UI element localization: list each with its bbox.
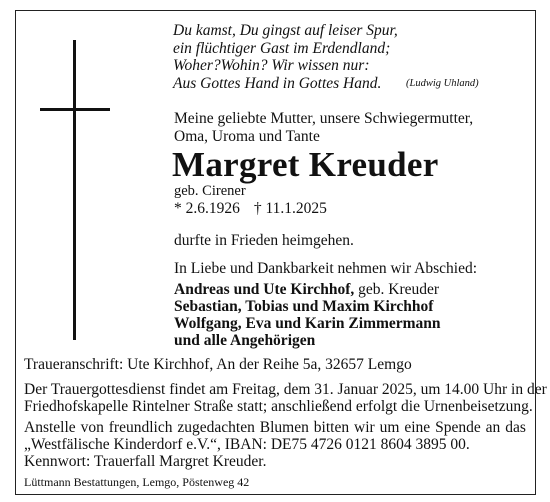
spende-word: von — [80, 419, 104, 436]
birth-star-icon: * — [174, 200, 182, 217]
spende-word: bitten — [313, 419, 350, 436]
gottesdienst-line: Der Trauergottesdienst findet am Freitag, dem 31. Januar 2025, um 14.00 Uhr in der — [24, 381, 547, 398]
spende-word: Spende — [435, 419, 481, 436]
poem-line: Aus Gottes Hand in Gottes Hand. — [173, 74, 382, 92]
spende-word: freundlich — [108, 419, 173, 436]
spende-word: wir — [354, 419, 375, 436]
poem — [173, 22, 398, 92]
intro-line: Meine geliebte Mutter, unsere Schwiegermutter, — [174, 110, 474, 127]
mourner-line: und alle Angehörigen — [174, 332, 316, 349]
gottesdienst-line: Friedhofskapelle Rintelner Straße statt; anschließend erfolgt die Urnenbeisetzung. — [24, 398, 533, 416]
spende-info — [24, 419, 526, 471]
spende-word: an — [485, 419, 501, 436]
mourner-name: Andreas und Ute Kirchhof, — [174, 281, 355, 298]
mourner-suffix: geb. Kreuder — [354, 281, 440, 298]
life-dates — [174, 200, 327, 218]
birth-name: geb. Cirener — [174, 183, 246, 199]
cross-icon-bar — [40, 108, 110, 111]
spende-word: Blumen — [259, 419, 309, 436]
spende-line: Kennwort: Trauerfall Margret Kreuder. — [24, 453, 267, 471]
spende-word: zugedachten — [177, 419, 255, 436]
spende-line — [24, 419, 526, 436]
death-date: 11.1.2025 — [265, 200, 327, 217]
spende-word: um — [379, 419, 400, 436]
spende-line: „Westfälische Kinderdorf e.V.“, IBAN: DE75 4726 0121 8604 3895 00. — [24, 436, 470, 454]
intro-line: Oma, Uroma und Tante — [174, 128, 320, 145]
traueranschrift: Traueranschrift: Ute Kirchhof, An der Reihe 5a, 32657 Lemgo — [24, 356, 412, 373]
heimgehen-text: durfte in Frieden heimgehen. — [174, 232, 354, 249]
spende-word: das — [505, 419, 526, 436]
poem-author: (Ludwig Uhland) — [406, 78, 479, 89]
spende-word: eine — [404, 419, 431, 436]
mourner-line: Sebastian, Tobias und Maxim Kirchhof — [174, 298, 434, 315]
poem-line: Du kamst, Du gingst auf leiser Spur, — [173, 22, 398, 39]
mourner-line — [174, 281, 441, 298]
birth-date: 2.6.1926 — [185, 200, 240, 217]
cross-icon — [73, 40, 76, 340]
intro-text — [174, 110, 473, 146]
mourner-line: Wolfgang, Eva und Karin Zimmermann — [174, 315, 441, 332]
deceased-name: Margret Kreuder — [172, 145, 439, 184]
poem-line: ein flüchtiger Gast im Erdendland; — [173, 39, 391, 57]
spende-word: Anstelle — [24, 419, 76, 436]
gottesdienst-info — [24, 381, 547, 415]
mourners-list — [174, 281, 441, 349]
footer-bestatter: Lüttmann Bestattungen, Lemgo, Pöstenweg 42 — [24, 475, 250, 489]
death-cross-icon: † — [253, 200, 262, 217]
abschied-text: In Liebe und Dankbarkeit nehmen wir Abschied: — [174, 260, 478, 277]
poem-line: Woher?Wohin? Wir wissen nur: — [173, 57, 370, 75]
